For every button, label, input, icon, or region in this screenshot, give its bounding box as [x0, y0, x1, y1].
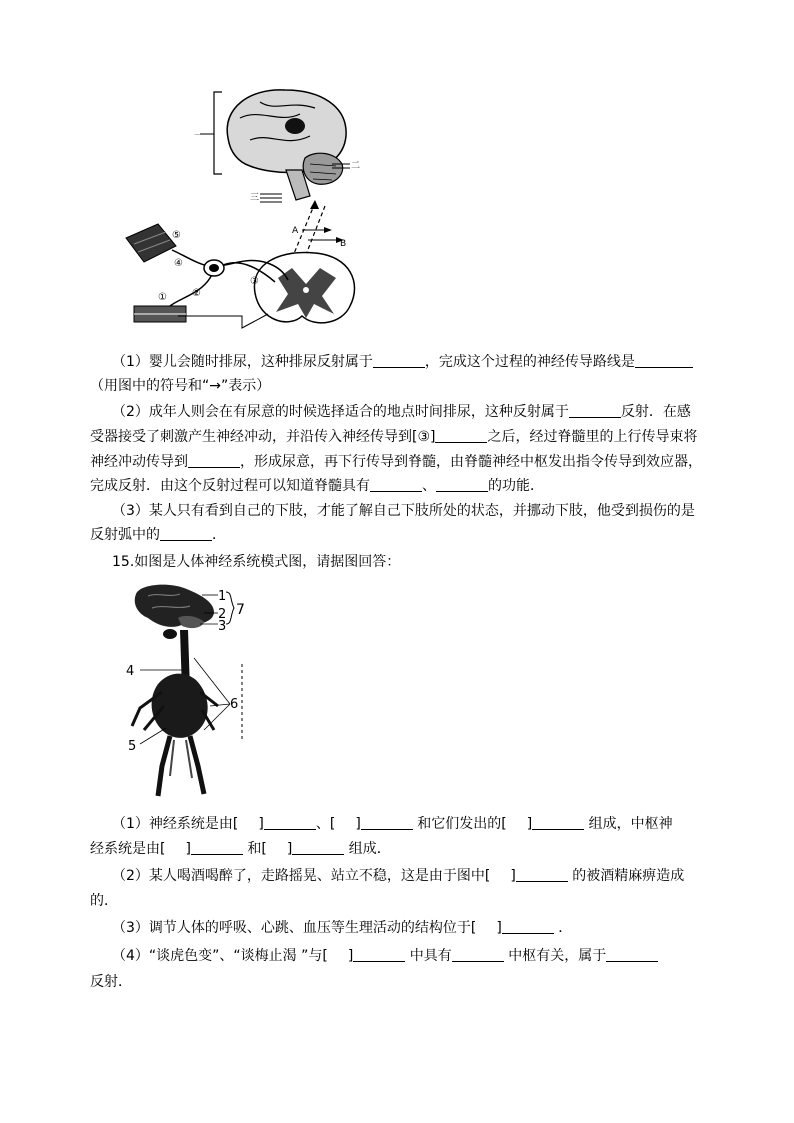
reflex-arc-figure: [110, 78, 370, 340]
label-c1: ①: [158, 292, 167, 303]
label-1: 1: [218, 589, 227, 604]
label-b: B: [340, 239, 347, 249]
nervous-system-figure: [118, 580, 258, 804]
label-three: 三: [250, 193, 260, 203]
q15-part3: （3）调节人体的呼吸、心跳、血压等生理活动的结构位于[ ] ．: [112, 920, 573, 936]
label-one: 一: [194, 131, 204, 141]
label-5: 5: [128, 739, 137, 754]
q14-part2-line3: 神经冲动传导到 ，形成尿意，再下行传导到脊髓，由脊髓神经中枢发出指令传导到效应器，: [90, 454, 702, 470]
q14-part2-line4: 完成反射．由这个反射过程可以知道脊髓具有 、 的功能．: [90, 478, 544, 494]
answer-blank[interactable]: [569, 403, 621, 418]
label-a: A: [292, 226, 299, 236]
label-c5: ⑤: [172, 230, 181, 241]
label-c3: ③: [250, 276, 259, 287]
label-6: 6: [230, 697, 239, 712]
q14-part1-line2: （用图中的符号和“→”表示）: [90, 378, 271, 394]
q15-part2-line2: 的．: [90, 893, 118, 909]
answer-blank[interactable]: [264, 815, 316, 830]
answer-blank[interactable]: [635, 353, 693, 368]
label-two: 二: [351, 161, 361, 171]
answer-blank[interactable]: [361, 815, 413, 830]
answer-blank[interactable]: [188, 453, 240, 468]
answer-blank[interactable]: [516, 867, 568, 882]
answer-blank[interactable]: [370, 477, 422, 492]
label-3: 3: [218, 619, 227, 634]
q15-part1-line1: （1）神经系统是由[ ] 、[ ] 和它们发出的[ ] 组成，中枢神: [112, 816, 673, 832]
answer-blank[interactable]: [292, 840, 344, 855]
q15-title: 15.如图是人体神经系统模式图，请据图回答：: [112, 554, 401, 570]
q14-part2-line2: 受器接受了刺激产生神经冲动，并沿传入神经传导到[③] 之后，经过脊髓里的上行传导束将: [90, 429, 698, 445]
label-c2: ②: [192, 288, 201, 299]
q15-part4-line2: 反射．: [90, 974, 132, 990]
q14-part3-line1: （3）某人只有看到自己的下肢，才能了解自己下肢所处的状态，并挪动下肢，他受到损伤的是: [112, 503, 695, 519]
answer-blank[interactable]: [502, 919, 554, 934]
q15-part2-line1: （2）某人喝酒喝醉了，走路摇晃、站立不稳，这是由于图中[ ] 的被酒精麻痹造成: [112, 868, 685, 884]
answer-blank[interactable]: [435, 428, 487, 443]
answer-blank[interactable]: [373, 353, 425, 368]
answer-blank[interactable]: [191, 840, 243, 855]
label-7: 7: [236, 602, 245, 618]
label-2: 2: [218, 607, 227, 622]
q14-part1-line1: （1）婴儿会随时排尿，这种排尿反射属于 ，完成这个过程的神经传导路线是: [112, 352, 693, 372]
answer-blank[interactable]: [452, 947, 504, 962]
answer-blank[interactable]: [532, 815, 584, 830]
answer-blank[interactable]: [606, 947, 658, 962]
answer-blank[interactable]: [353, 947, 405, 962]
q15-part1-line2: 经系统是由[ ] 和[ ] 组成．: [90, 841, 391, 857]
label-c4: ④: [174, 258, 183, 269]
q14-part2-line1: （2）成年人则会在有尿意的时候选择适合的地点时间排尿，这种反射属于 反射．在感: [112, 404, 691, 420]
answer-blank[interactable]: [160, 526, 212, 541]
q14-part3-line2: 反射弧中的 ．: [90, 527, 226, 543]
q15-part4-line1: （4）“谈虎色变”、“谈梅止渴 ”与[ ] 中具有 中枢有关，属于: [112, 946, 658, 966]
answer-blank[interactable]: [436, 477, 488, 492]
label-4: 4: [126, 664, 135, 679]
